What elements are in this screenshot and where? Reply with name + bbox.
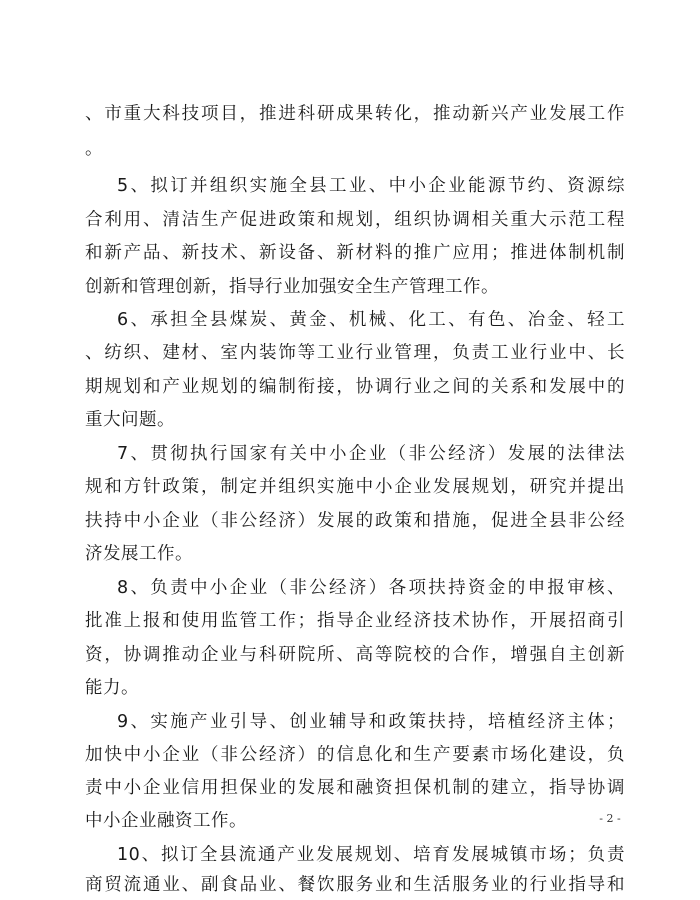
paragraph-first-line: 7、贯彻执行国家有关中小企业（非公经济）发展的法律法 <box>117 444 625 464</box>
paragraph-first-line: 5、拟订并组织实施全县工业、中小企业能源节约、资源综 <box>117 176 625 196</box>
text-line: 批准上报和使用监管工作；指导企业经济技术协作，开展招商引 <box>85 611 625 631</box>
text-line: 中小企业融资工作。 <box>85 811 247 831</box>
paragraph-first-line: 9、实施产业引导、创业辅导和政策扶持，培植经济主体； <box>117 712 625 732</box>
text-line: 规和方针政策，制定并组织实施中小企业发展规划，研究并提出 <box>85 477 625 497</box>
text-line: 商贸流通业、副食品业、餐饮服务业和生活服务业的行业指导和 <box>85 875 625 895</box>
text-line: 期规划和产业规划的编制衔接，协调行业之间的关系和发展中的 <box>85 377 625 397</box>
paragraph-first-line: 8、负责中小企业（非公经济）各项扶持资金的申报审核、 <box>117 578 625 598</box>
text-line: 、市重大科技项目，推进科研成果转化，推动新兴产业发展工作 <box>85 104 625 124</box>
text-line: 能力。 <box>85 678 139 698</box>
text-line: 。 <box>85 139 103 159</box>
text-line: 和新产品、新技术、新设备、新材料的推广应用；推进体制机制 <box>85 243 625 263</box>
text-line: 、纺织、建材、室内装饰等工业行业管理，负责工业行业中、长 <box>85 343 625 363</box>
text-line: 扶持中小企业（非公经济）发展的政策和措施，促进全县非公经 <box>85 511 625 531</box>
page-number: - 2 - <box>599 812 621 825</box>
text-line: 资，协调推动企业与科研院所、高等院校的合作，增强自主创新 <box>85 645 625 665</box>
text-line: 创新和管理创新，指导行业加强安全生产管理工作。 <box>85 277 499 297</box>
text-line: 重大问题。 <box>85 410 175 430</box>
text-line: 合利用、清洁生产促进政策和规划，组织协调相关重大示范工程 <box>85 210 625 230</box>
text-line: 加快中小企业（非公经济）的信息化和生产要素市场化建设，负 <box>85 745 625 765</box>
paragraph-first-line: 6、承担全县煤炭、黄金、机械、化工、有色、冶金、轻工 <box>117 310 625 330</box>
text-line: 责中小企业信用担保业的发展和融资担保机制的建立，指导协调 <box>85 778 625 798</box>
text-line: 济发展工作。 <box>85 544 193 564</box>
paragraph-first-line: 10、拟订全县流通产业发展规划、培育发展城镇市场；负责 <box>117 845 625 865</box>
